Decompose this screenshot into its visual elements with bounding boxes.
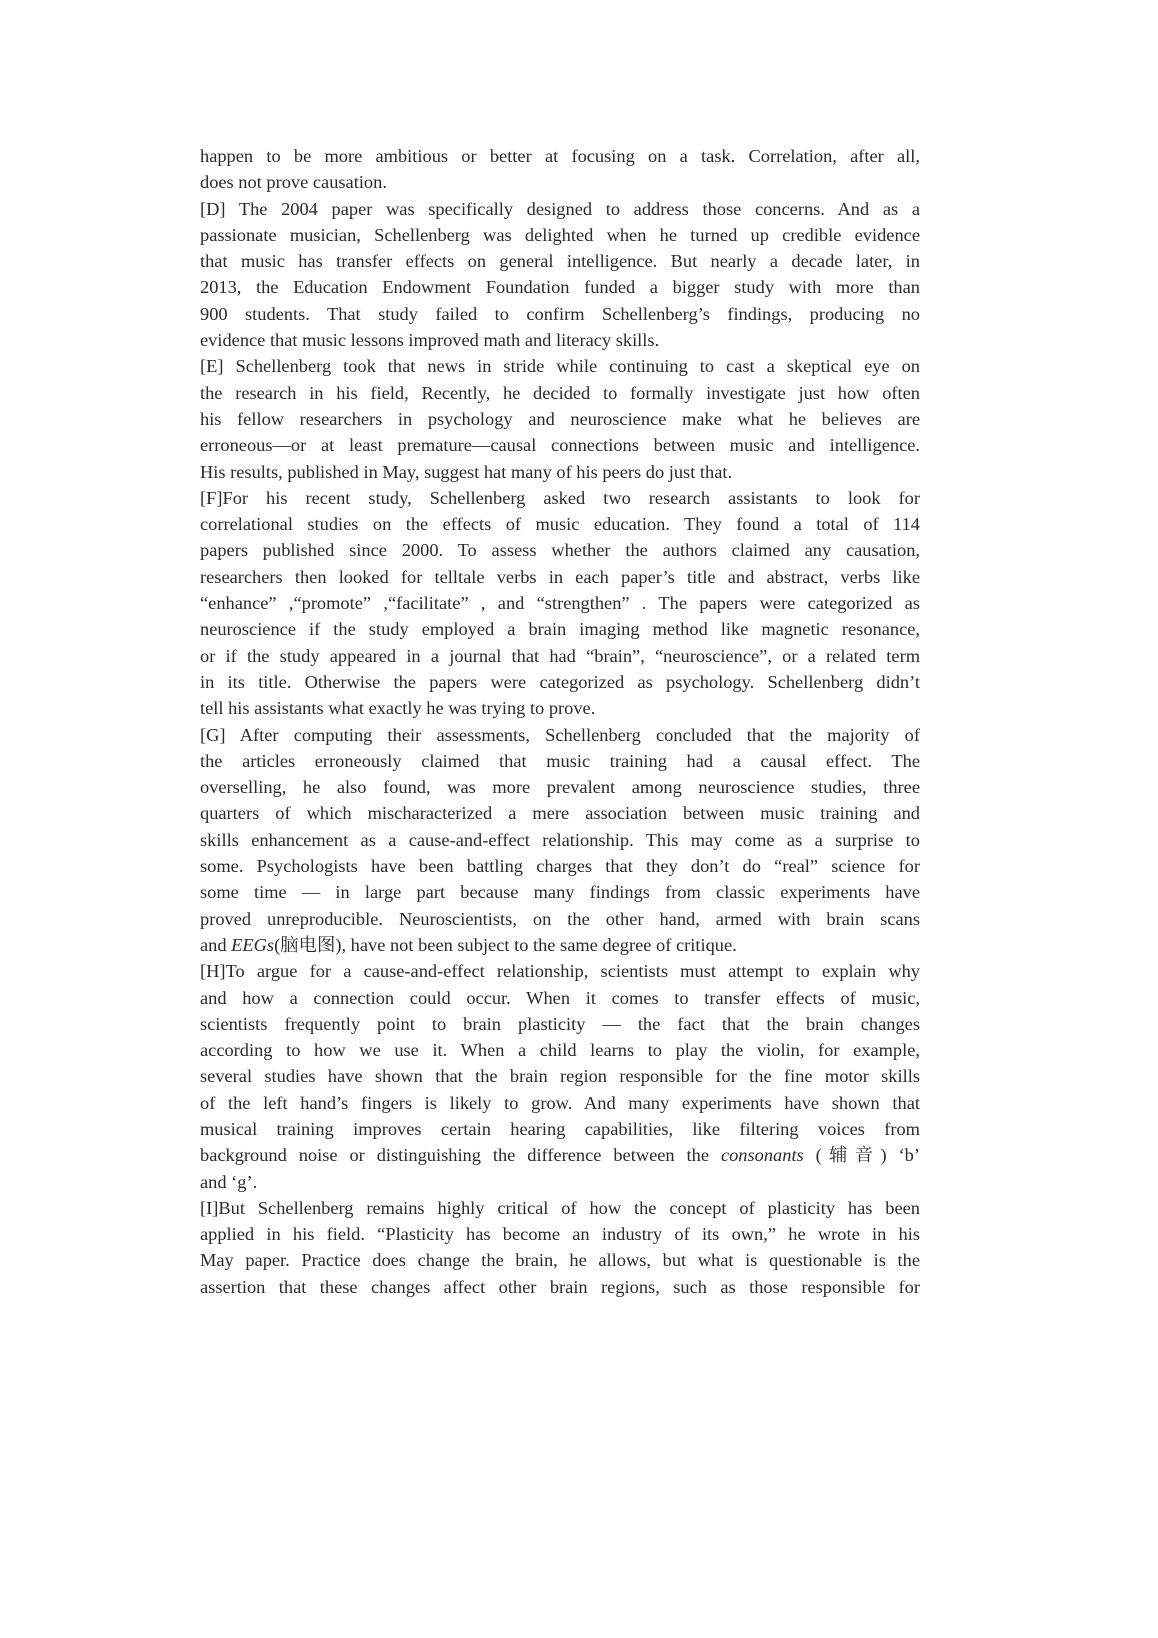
italic-term-consonants: consonants bbox=[720, 1145, 804, 1166]
text-line: researchers then looked for telltale verbs in each paper’s title and abstract, verbs like bbox=[200, 566, 920, 587]
text-line bbox=[200, 1142, 920, 1168]
text-line: and ‘g’. bbox=[200, 1171, 258, 1192]
text-line: 900 students. That study failed to confirm Schellenberg’s findings, producing no bbox=[200, 303, 920, 324]
text-line: that music has transfer effects on general intelligence. But nearly a decade later, in bbox=[200, 251, 920, 272]
paragraph-e bbox=[200, 353, 920, 484]
text-line: “enhance” ,“promote” ,“facilitate” , and “strengthen” . The papers were categorized as bbox=[200, 593, 920, 614]
text-line: [H]To argue for a cause-and-effect relationship, scientists must attempt to explain why bbox=[200, 961, 920, 982]
text-line: quarters of which mischaracterized a mere association between music training and bbox=[200, 803, 920, 824]
text-line: happen to be more ambitious or better at focusing on a task. Correlation, after all, bbox=[200, 146, 920, 166]
text-line: some. Psychologists have been battling charges that they don’t do “real” science for bbox=[200, 856, 920, 877]
text-fragment: background noise or distinguishing the difference between the bbox=[200, 1145, 721, 1166]
paragraph-i bbox=[200, 1195, 920, 1300]
text-line: applied in his field. “Plasticity has become an industry of its own,” he wrote in his bbox=[200, 1224, 920, 1245]
paragraph-d bbox=[200, 196, 920, 354]
text-line: and how a connection could occur. When it comes to transfer effects of music, bbox=[200, 987, 920, 1008]
paragraph-f bbox=[200, 485, 920, 722]
text-line: skills enhancement as a cause-and-effect relationship. This may come as a surprise to bbox=[200, 829, 920, 850]
text-line: [I]But Schellenberg remains highly critical of how the concept of plasticity has been bbox=[200, 1197, 920, 1218]
text-line: some time — in large part because many findings from classic experiments have bbox=[200, 882, 920, 903]
text-line: or if the study appeared in a journal that had “brain”, “neuroscience”, or a related term bbox=[200, 645, 920, 666]
text-line: scientists frequently point to brain plasticity — the fact that the brain changes bbox=[200, 1013, 920, 1034]
text-fragment: and bbox=[200, 934, 232, 955]
text-line: his fellow researchers in psychology and neuroscience make what he believes are bbox=[200, 408, 920, 429]
text-line: in its title. Otherwise the papers were categorized as psychology. Schellenberg didn’t bbox=[200, 671, 920, 692]
text-line: according to how we use it. When a child learns to play the violin, for example, bbox=[200, 1040, 920, 1061]
text-line: [D] The 2004 paper was specifically designed to address those concerns. And as a bbox=[200, 198, 920, 219]
text-line: the research in his field, Recently, he decided to formally investigate just how often bbox=[200, 382, 920, 403]
text-line: overselling, he also found, was more prevalent among neuroscience studies, three bbox=[200, 777, 920, 798]
text-line: evidence that music lessons improved math and literacy skills. bbox=[200, 330, 660, 351]
text-line: correlational studies on the effects of music education. They found a total of 114 bbox=[200, 514, 920, 535]
text-line: His results, published in May, suggest hat many of his peers do just that. bbox=[200, 461, 733, 482]
text-line: [F]For his recent study, Schellenberg asked two research assistants to look for bbox=[200, 487, 920, 508]
text-line: several studies have shown that the brain region responsible for the fine motor skills bbox=[200, 1066, 920, 1087]
text-line: assertion that these changes affect other brain regions, such as those responsible for bbox=[200, 1276, 920, 1297]
text-line: May paper. Practice does change the brain, he allows, but what is questionable is the bbox=[200, 1250, 920, 1271]
text-line: the articles erroneously claimed that music training had a causal effect. The bbox=[200, 750, 920, 771]
text-line: proved unreproducible. Neuroscientists, on the other hand, armed with brain scans bbox=[200, 908, 920, 929]
text-fragment: (脑电图), have not been subject to the same degree of critique. bbox=[274, 934, 737, 955]
text-line: papers published since 2000. To assess whether the authors claimed any causation, bbox=[200, 540, 920, 561]
text-line: [G] After computing their assessments, Schellenberg concluded that the majority of bbox=[200, 724, 920, 745]
text-line: 2013, the Education Endowment Foundation funded a bigger study with more than bbox=[200, 277, 920, 298]
paragraph-h bbox=[200, 958, 920, 1195]
text-line: of the left hand’s fingers is likely to grow. And many experiments have shown that bbox=[200, 1092, 920, 1113]
paragraph-g bbox=[200, 722, 920, 959]
text-line: musical training improves certain hearing capabilities, like filtering voices from bbox=[200, 1118, 920, 1139]
text-line: [E] Schellenberg took that news in stride while continuing to cast a skeptical eye on bbox=[200, 356, 920, 377]
text-line: tell his assistants what exactly he was trying to prove. bbox=[200, 698, 596, 719]
italic-term-eegs: EEGs bbox=[231, 934, 275, 955]
text-line: neuroscience if the study employed a brain imaging method like magnetic resonance, bbox=[200, 619, 920, 640]
paragraph-c-continuation bbox=[200, 143, 920, 196]
text-fragment: (辅音) ‘b’ bbox=[803, 1145, 920, 1166]
text-line: passionate musician, Schellenberg was delighted when he turned up credible evidence bbox=[200, 224, 920, 245]
text-line: erroneous—or at least premature—causal connections between music and intelligence. bbox=[200, 435, 920, 456]
document-page bbox=[200, 143, 920, 1300]
text-line: does not prove causation. bbox=[200, 172, 387, 193]
text-line bbox=[200, 932, 920, 958]
